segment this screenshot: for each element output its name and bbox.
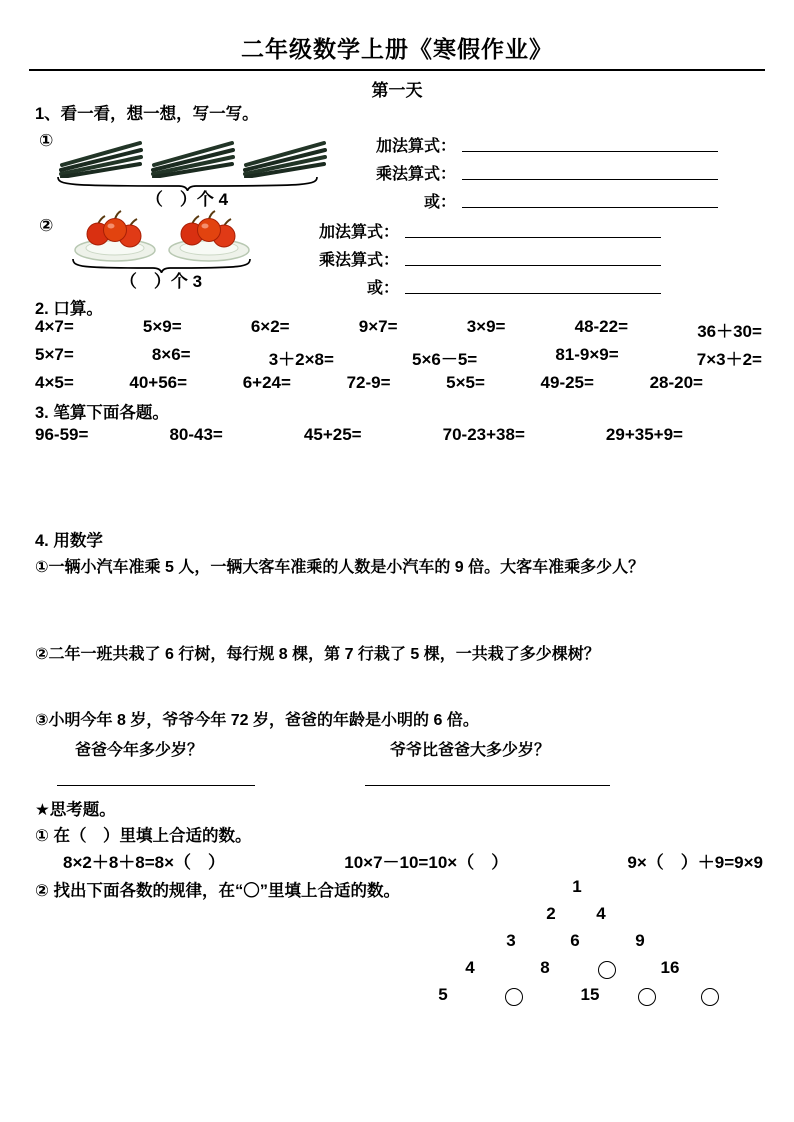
triangle-number: 16: [660, 958, 680, 977]
oral-problem: 3×9=: [466, 317, 506, 336]
answer-line: [462, 151, 718, 152]
form-label: 乘法算式：: [318, 252, 399, 269]
form-row: [360, 156, 718, 184]
triangle-number: 1: [572, 877, 582, 896]
think-q1-heading: ① 在（ ）里填上合适的数。: [35, 827, 252, 845]
pencil-bundle-image: [242, 138, 328, 178]
q4-heading: 4. 用数学: [35, 532, 103, 550]
think-heading: ★思考题。: [35, 801, 116, 819]
fill-in-circle: [701, 988, 719, 1006]
oral-problem: 5×6－5=: [412, 350, 478, 369]
oral-row: [35, 317, 762, 342]
pencil-bundle-image: [150, 138, 236, 178]
oral-problem: 28-20=: [649, 373, 703, 392]
q1-item1-answer-lines: [360, 128, 718, 212]
oral-problem: 8×6=: [151, 345, 191, 364]
triangle-number: 4: [465, 958, 475, 977]
word-problem-3-sub-question-1: 爸爸今年多少岁？: [75, 742, 204, 759]
written-problem: 80-43=: [169, 425, 223, 444]
triangle-number: 4: [596, 904, 606, 923]
fill-in-circle: [505, 988, 523, 1006]
triangle-number: 2: [546, 904, 556, 923]
oral-problem: 49-25=: [540, 373, 594, 392]
oral-problem: 81-9×9=: [555, 345, 619, 364]
oral-problem: 7×3＋2=: [696, 350, 762, 369]
form-label: 或：: [423, 194, 456, 211]
oral-problem: 5×7=: [35, 345, 74, 364]
fill-in-circle: [598, 961, 616, 979]
triangle-number: 8: [540, 958, 550, 977]
triangle-number: 15: [580, 985, 600, 1004]
q1-item2-answer-lines: [303, 214, 661, 298]
fill-in-circle: [638, 988, 656, 1006]
answer-line: [462, 207, 718, 208]
q1-item1-badge: ①: [39, 131, 54, 150]
answer-underline: [365, 785, 610, 786]
oral-problem: 48-22=: [574, 317, 629, 336]
form-row: [303, 270, 661, 298]
answer-line: [405, 293, 661, 294]
q2-heading: 2. 口算。: [35, 300, 103, 318]
oral-problem: 5×5=: [446, 373, 485, 392]
word-problem-1: ①一辆小汽车准乘 5 人，一辆大客车准乘的人数是小汽车的 9 倍。大客车准乘多少人？: [35, 559, 645, 576]
triangle-number: 5: [438, 985, 448, 1004]
oral-problem: 5×9=: [142, 317, 182, 336]
triangle-number: 6: [570, 931, 580, 950]
fill-blank-equation: 10×7－10=10×（ ）: [344, 853, 509, 872]
pencil-bundle-image: [58, 138, 144, 178]
form-row: [303, 242, 661, 270]
answer-line: [405, 237, 661, 238]
day-heading: 第一天: [371, 81, 423, 100]
page-title: 二年级数学上册《寒假作业》: [241, 36, 553, 62]
q1-item2-brace-label: （ ）个 3: [119, 272, 203, 291]
written-problem: 96-59=: [35, 425, 89, 444]
apple-plate-image: [166, 206, 253, 262]
fill-blank-equations-row: [63, 848, 763, 873]
oral-problem: 4×5=: [35, 373, 74, 392]
fill-blank-equation: 9×（ ）＋9=9×9: [627, 853, 763, 872]
written-problem: 29+35+9=: [605, 425, 683, 444]
oral-problem: 40+56=: [129, 373, 188, 392]
fill-blank-equation: 8×2＋8＋8=8×（ ）: [63, 853, 226, 872]
think-q2-heading: ② 找出下面各数的规律，在“〇”里填上合适的数。: [35, 882, 401, 900]
oral-row: [35, 373, 703, 393]
form-label: 乘法算式：: [375, 166, 456, 183]
oral-problem: 3＋2×8=: [268, 350, 334, 369]
form-row: [303, 214, 661, 242]
oral-row: [35, 345, 762, 370]
oral-problem: 6×2=: [250, 317, 290, 336]
form-label: 加法算式：: [375, 138, 456, 155]
word-problem-2: ②二年一班共栽了 6 行树，每行规 8 棵，第 7 行栽了 5 棵，一共栽了多少棵树？: [35, 646, 600, 663]
written-problem: 45+25=: [303, 425, 362, 444]
triangle-number: 9: [635, 931, 645, 950]
q1-item2-badge: ②: [39, 216, 54, 235]
word-problem-3-sub-question-2: 爷爷比爸爸大多少岁？: [390, 742, 551, 759]
q1-heading: 1、看一看，想一想，写一写。: [35, 105, 259, 123]
oral-problem: 36＋30=: [697, 322, 762, 341]
written-arithmetic-row: [35, 425, 683, 445]
apple-plate-image: [72, 206, 159, 262]
triangle-number: 3: [506, 931, 516, 950]
form-row: [360, 128, 718, 156]
answer-line: [462, 179, 718, 180]
answer-line: [405, 265, 661, 266]
answer-underline: [57, 785, 255, 786]
form-label: 或：: [366, 280, 399, 297]
title-divider: [29, 69, 765, 71]
q1-item1-brace-label: （ ）个 4: [145, 190, 229, 209]
word-problem-3: ③小明今年 8 岁，爷爷今年 72 岁，爸爸的年龄是小明的 6 倍。: [35, 712, 479, 729]
q3-heading: 3. 笔算下面各题。: [35, 404, 169, 422]
written-problem: 70-23+38=: [442, 425, 525, 444]
form-row: [360, 184, 718, 212]
oral-problem: 4×7=: [35, 317, 74, 336]
oral-problem: 9×7=: [358, 317, 398, 336]
oral-problem: 72-9=: [346, 373, 391, 392]
form-label: 加法算式：: [318, 224, 399, 241]
oral-problem: 6+24=: [242, 373, 291, 392]
